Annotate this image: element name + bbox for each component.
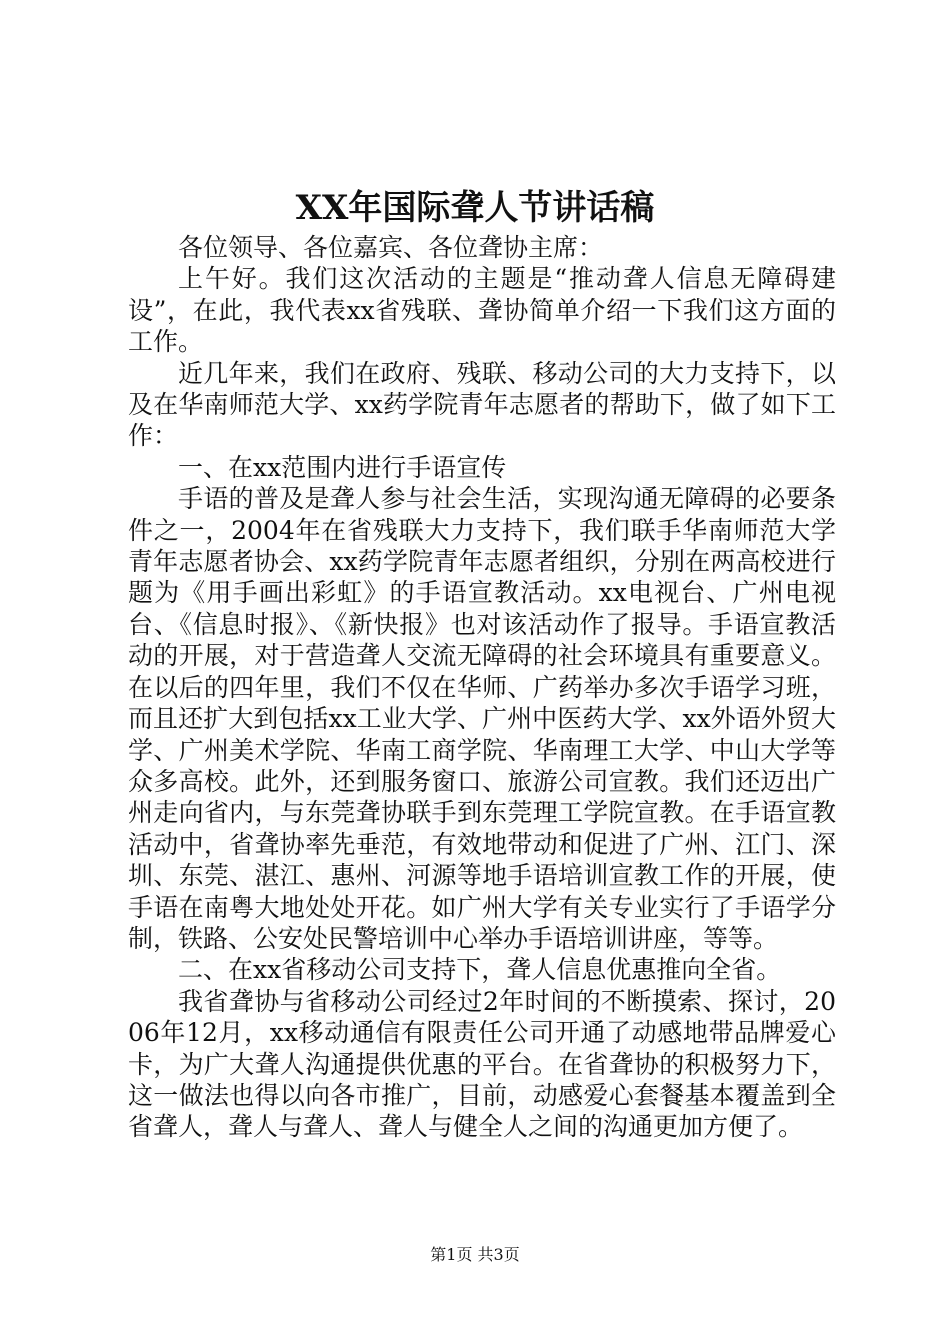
document-title: XX年国际聋人节讲话稿 <box>295 188 655 228</box>
section-body-1: 手语的普及是聋人参与社会生活，实现沟通无障碍的必要条件之一，2004年在省残联大力支持下，我们联手华南师范大学青年志愿者协会、xx药学院青年志愿者组织，分别在两高校进行题为《用手画出彩虹》的手语宣教活动。xx电视台、广州电视台、《信息时报》、《新快报》也对该活动作了报导。手语宣教活动的开展，对于营造聋人交流无障碍的社会环境具有重要意义。在以后的四年里，我们不仅在华师、广药举办多次手语学习班，而且还扩大到包括xx工业大学、广州中医药大学、xx外语外贸大学、广州美术学院、华南工商学院、华南理工大学、中山大学等众多高校。此外，还到服务窗口、旅游公司宣教。我们还迈出广州走向省内，与东莞聋协联手到东莞理工学院宣教。在手语宣教活动中，省聋协率先垂范，有效地带动和促进了广州、江门、深圳、东莞、湛江、惠州、河源等地手语培训宣教工作的开展，使手语在南粤大地处处开花。如广州大学有关专业实行了手语学分制，铁路、公安处民警培训中心举办手语培训讲座，等等。 <box>128 484 836 953</box>
section-heading-1: 一、在xx范围内进行手语宣传 <box>178 452 507 482</box>
section-body-2: 我省聋协与省移动公司经过2年时间的不断摸索、探讨，2006年12月，xx移动通信有限责任公司开通了动感地带品牌爱心卡，为广大聋人沟通提供优惠的平台。在省聋协的积极努力下，这一做法也得以向各市推广，目前，动感爱心套餐基本覆盖到全省聋人，聋人与聋人、聋人与健全人之间的沟通更加方便了。 <box>128 986 836 1142</box>
salutation-paragraph: 各位领导、各位嘉宾、各位聋协主席： <box>178 233 604 262</box>
page-number-footer: 第1页 共3页 <box>430 1245 520 1264</box>
opening-paragraph: 上午好。我们这次活动的主题是“推动聋人信息无障碍建设”，在此，我代表xx省残联、聋协简单介绍一下我们这方面的工作。 <box>128 264 836 357</box>
section-heading-2: 二、在xx省移动公司支持下，聋人信息优惠推向全省。 <box>178 955 782 985</box>
intro-paragraph: 近几年来，我们在政府、残联、移动公司的大力支持下，以及在华南师范大学、xx药学院青年志愿者的帮助下，做了如下工作： <box>128 358 836 451</box>
document-body <box>128 232 836 1143</box>
